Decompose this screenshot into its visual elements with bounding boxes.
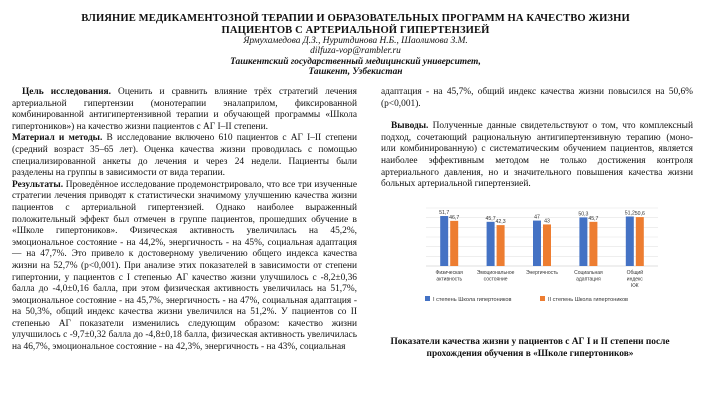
results-continuation: адаптация - на 45,7%, общий индекс качества жизни повысился на 50,6% (p<0,001).	[381, 87, 693, 109]
bar	[487, 222, 495, 266]
results-text: Проведённое исследование продемонстрировало, что все три изученные стратегии лечения приводят к статистически значимому улучшению качества жизни пациентов с артериальной гипертензией. Однако наиболее выраженный положительный эффект был отмечен в группе пациентов, прошедших обучение в «Школе гипертоников». Физическая активность увеличилась на 45,2%, эмоциональное состояние - на 44,2%, энергичность - на 45%, социальная адаптация— на 47,7%. Это привело к достоверному увеличению общего индекса качества жизни на 52,7% (p<0,001). При анализе этих показателей в зависимости от степени гипертонии, у пациентов с I степенью АГ качество жизни улучшилось с -8,2±0,36 балла до -4,0±0,16 балла, при этом физическая активность увеличилась на 51,7%, эмоциональное состояние - на 45,7%, энергичность - на 47%, социальная адаптация - на 50,3%, общий индекс качества жизни увеличился на 51,2%. У пациентов со II степенью АГ показатели изменились следующим образом: качество жизни улучшилось с -9,7±0,32 балла до -4,8±0,18 балла, физическая активность увеличилась на 46,7%, эмоциональное состояние - на 42,3%, энергичность - на 43%, социальная	[12, 179, 357, 353]
authors: Ярмухамедова Д.З., Нуритдинова Н.Б., Шаолимова З.М.	[243, 36, 468, 46]
legend-label: II степень Школа гипертоников	[548, 297, 629, 303]
data-label: 50,3	[578, 211, 589, 218]
chart-svg	[413, 204, 662, 309]
category-label: Общий	[626, 270, 644, 276]
aim-text: Оценить и сравнить влияние трёх стратегий лечения артериальной гипертензии (монотерапии эналаприлом, фиксированной комбинированной антигипертензивной терапии и обучающей программы «Школа гипертоников») на качество жизни пациентов с АГ I–II степени.	[12, 87, 357, 132]
aim-label: Цель исследования.	[22, 87, 111, 97]
data-label: 46,7	[449, 214, 460, 221]
quality-of-life-chart	[413, 204, 662, 309]
paper-title-line1: ВЛИЯНИЕ МЕДИКАМЕНТОЗНОЙ ТЕРАПИИ И ОБРАЗОВАТЕЛЬНЫХ ПРОГРАММ НА КАЧЕСТВО ЖИЗНИ	[81, 13, 630, 24]
conclusions-paragraph	[381, 121, 693, 191]
right-column	[381, 87, 693, 191]
location: Ташкент, Узбекистан	[308, 66, 403, 77]
methods-paragraph	[12, 133, 357, 179]
email: dilfuza-vop@rambler.ru	[310, 46, 401, 57]
category-label: Физическая	[435, 270, 463, 276]
bar	[450, 221, 458, 266]
legend-swatch	[425, 296, 430, 301]
figure-caption: Показатели качества жизни у пациентов с АГ I и II степени после прохождения обучения в «Школе гипертоников»	[390, 337, 670, 359]
results-paragraph	[12, 180, 357, 354]
paper-header	[0, 13, 711, 77]
data-label: 45,7	[588, 215, 599, 222]
methods-text: В исследование включено 610 пациентов с АГ I–II степени (средний возраст 35–65 лет). Оценка качества жизни проводилась с помощью специализированной анкеты до лечения и через 24 недели. Пациенты были разделены на группы в зависимости от вида терапии.	[12, 133, 357, 179]
category-label: КЖ	[631, 283, 639, 289]
category-label: Социальная	[574, 270, 603, 276]
data-label: 50,6	[634, 211, 645, 218]
bar	[626, 217, 634, 266]
category-label: Энергичность	[525, 270, 559, 276]
legend-label: I степень Школа гипертоников	[433, 297, 512, 303]
results-label: Результаты.	[12, 179, 64, 190]
bar	[589, 222, 597, 266]
affiliation: Ташкентский государственный медицинский университет,	[230, 56, 481, 67]
category-label: индекс	[626, 276, 643, 283]
conclusions-text: Полученные данные свидетельствуют о том, что комплексный подход, сочетающий рациональную антигипертензивную терапию (моно- или комбинированную) с систематическим обучением пациентов, является наиболее эффективным методом не только достижения контроля артериального давления, но и значительного повышения качества жизни больных артериальной гипертензией.	[381, 121, 693, 190]
category-label: состояние	[483, 276, 508, 283]
methods-label: Материал и методы.	[12, 133, 103, 144]
bar	[497, 225, 505, 266]
category-label: активность	[436, 276, 463, 283]
bar	[440, 216, 448, 266]
data-label: 51,2	[624, 210, 635, 217]
category-label: Эмоциональное	[476, 270, 515, 276]
data-label: 47	[534, 214, 540, 221]
bar	[543, 224, 551, 266]
category-label: адаптация	[576, 276, 601, 283]
bar	[636, 217, 644, 266]
paper-title-line2: ПАЦИЕНТОВ С АРТЕРИАЛЬНОЙ ГИПЕРТЕНЗИЕЙ	[221, 24, 490, 36]
left-column	[12, 87, 357, 354]
legend-swatch	[540, 296, 545, 301]
bar	[533, 221, 541, 266]
data-label: 43	[544, 218, 550, 225]
data-label: 45,7	[485, 215, 496, 222]
bar	[579, 217, 587, 266]
aim-paragraph	[12, 87, 357, 133]
data-label: 51,7	[439, 210, 450, 217]
data-label: 42,3	[495, 219, 506, 226]
conclusions-label: Выводы.	[391, 121, 429, 132]
